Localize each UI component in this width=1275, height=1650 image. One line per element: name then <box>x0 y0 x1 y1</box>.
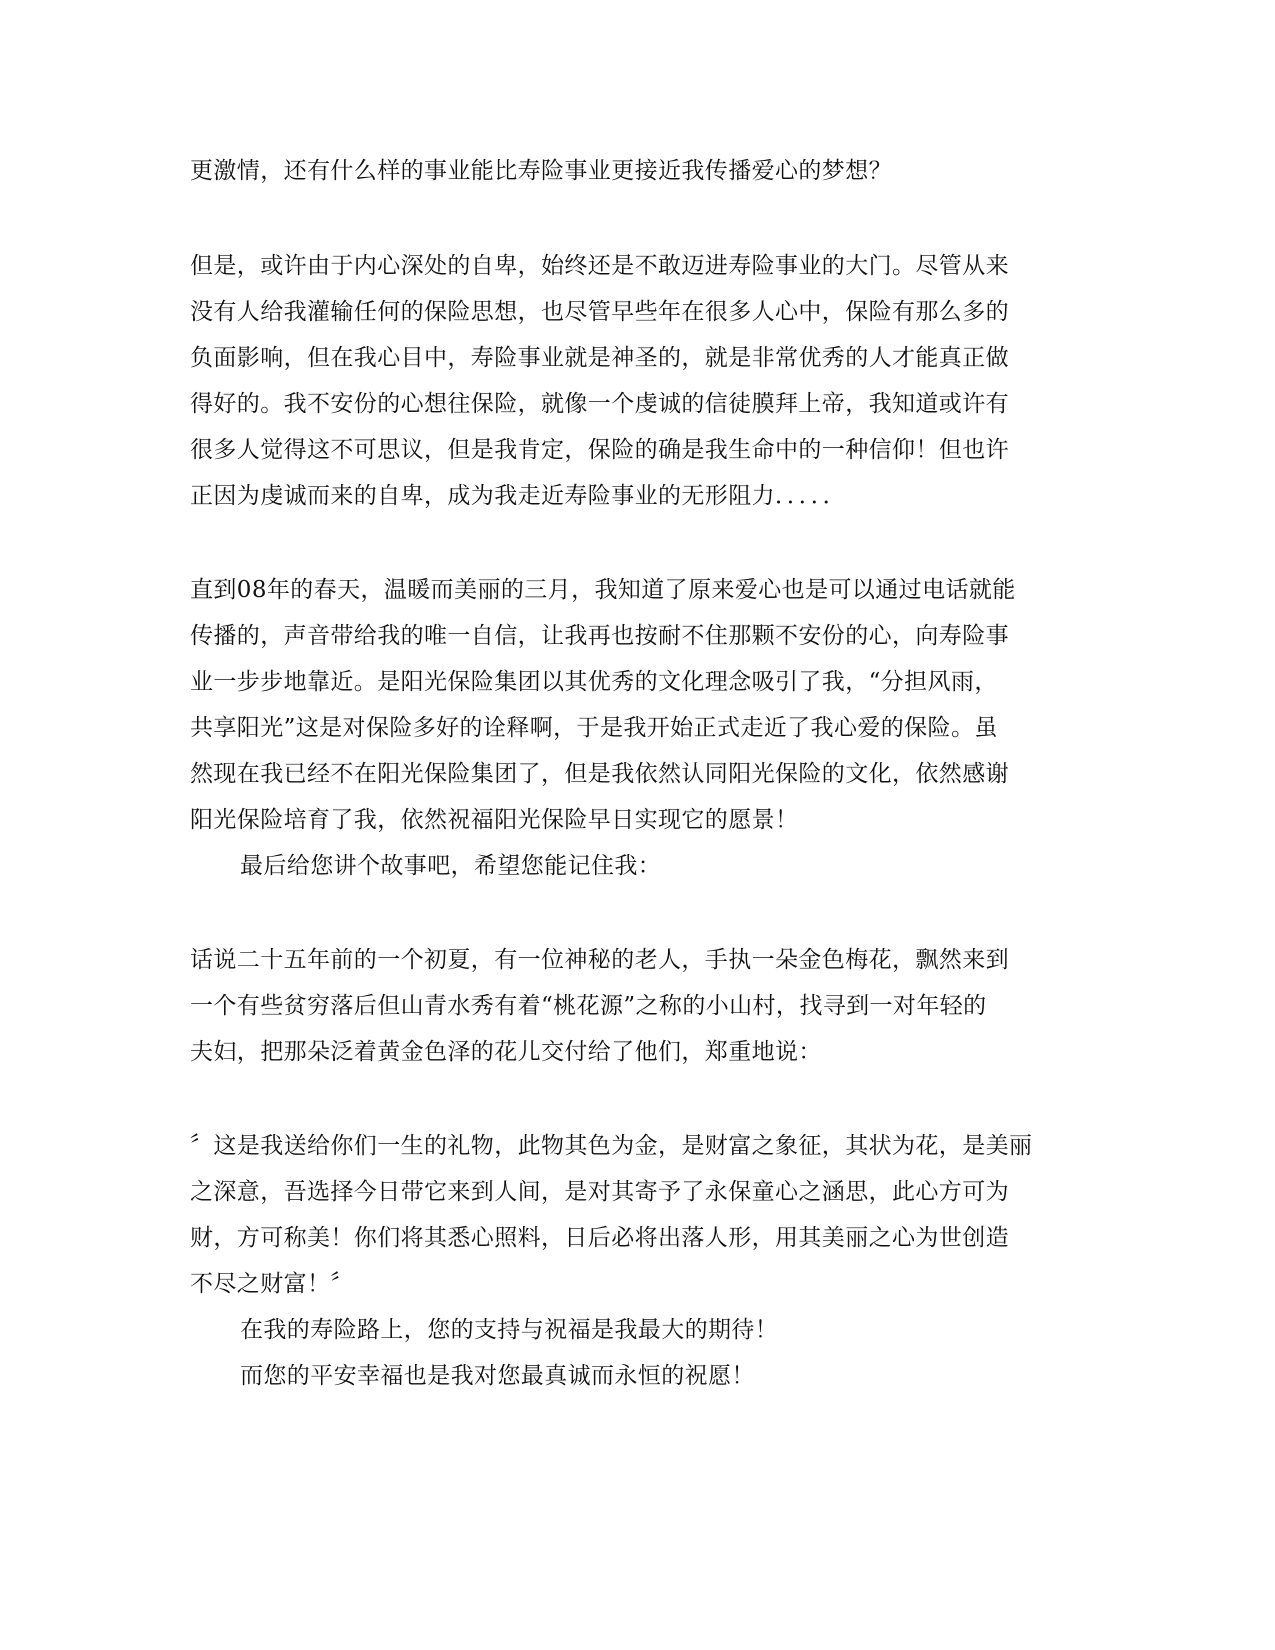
paragraph-8-line-1: 而您的平安幸福也是我对您最真诚而永恒的祝愿！ <box>240 1363 755 1389</box>
paragraph-4-line-1: 最后给您讲个故事吧，希望您能记住我： <box>240 853 662 879</box>
paragraph-2-line-6: 正因为虔诚而来的自卑，成为我走近寿险事业的无形阻力．．．．． <box>190 483 846 509</box>
paragraph-6-line-3: 财，方可称美！你们将其悉心照料，日后必将出落人形，用其美丽之心为世创造 <box>190 1225 1009 1251</box>
paragraph-3-line-3: 业一步步地靠近。是阳光保险集团以其优秀的文化理念吸引了我，“分担风雨， <box>190 669 998 695</box>
paragraph-3-line-4: 共享阳光”这是对保险多好的诠释啊，于是我开始正式走近了我心爱的保险。虽 <box>190 715 998 741</box>
paragraph-2-line-3: 负面影响，但在我心目中，寿险事业就是神圣的，就是非常优秀的人才能真正做 <box>190 345 1009 371</box>
paragraph-5-line-1: 话说二十五年前的一个初夏，有一位神秘的老人，手执一朵金色梅花，飘然来到 <box>190 947 1009 973</box>
paragraph-2-line-1: 但是，或许由于内心深处的自卑，始终还是不敢迈进寿险事业的大门。尽管从来 <box>190 253 1009 279</box>
paragraph-3-line-5: 然现在我已经不在阳光保险集团了，但是我依然认同阳光保险的文化，依然感谢 <box>190 761 1009 787</box>
paragraph-3-line-1: 直到08年的春天，温暖而美丽的三月，我知道了原来爱心也是可以通过电话就能 <box>190 577 1016 603</box>
paragraph-6-line-1: 〞这是我送给你们一生的礼物，此物其色为金，是财富之象征，其状为花，是美丽 <box>190 1133 1033 1159</box>
paragraph-5-line-2: 一个有些贫穷落后但山青水秀有着“桃花源”之称的小山村，找寻到一对年轻的 <box>190 993 987 1019</box>
paragraph-6-line-4: 不尽之财富！〞 <box>190 1271 354 1297</box>
paragraph-2-line-2: 没有人给我灌输任何的保险思想，也尽管早些年在很多人心中，保险有那么多的 <box>190 299 1009 325</box>
paragraph-2-line-4: 得好的。我不安份的心想往保险，就像一个虔诚的信徒膜拜上帝，我知道或许有 <box>190 391 1009 417</box>
paragraph-6-line-2: 之深意，吾选择今日带它来到人间，是对其寄予了永保童心之涵思，此心方可为 <box>190 1179 1009 1205</box>
paragraph-3-line-6: 阳光保险培育了我，依然祝福阳光保险早日实现它的愿景！ <box>190 807 799 833</box>
paragraph-7-line-1: 在我的寿险路上，您的支持与祝福是我最大的期待！ <box>240 1317 779 1343</box>
paragraph-3-line-2: 传播的，声音带给我的唯一自信，让我再也按耐不住那颗不安份的心，向寿险事 <box>190 623 1009 649</box>
paragraph-2-line-5: 很多人觉得这不可思议，但是我肯定，保险的确是我生命中的一种信仰！但也许 <box>190 437 1009 463</box>
paragraph-5-line-3: 夫妇，把那朵泛着黄金色泽的花儿交付给了他们，郑重地说： <box>190 1039 822 1065</box>
paragraph-1-line-1: 更激情，还有什么样的事业能比寿险事业更接近我传播爱心的梦想？ <box>190 158 892 184</box>
